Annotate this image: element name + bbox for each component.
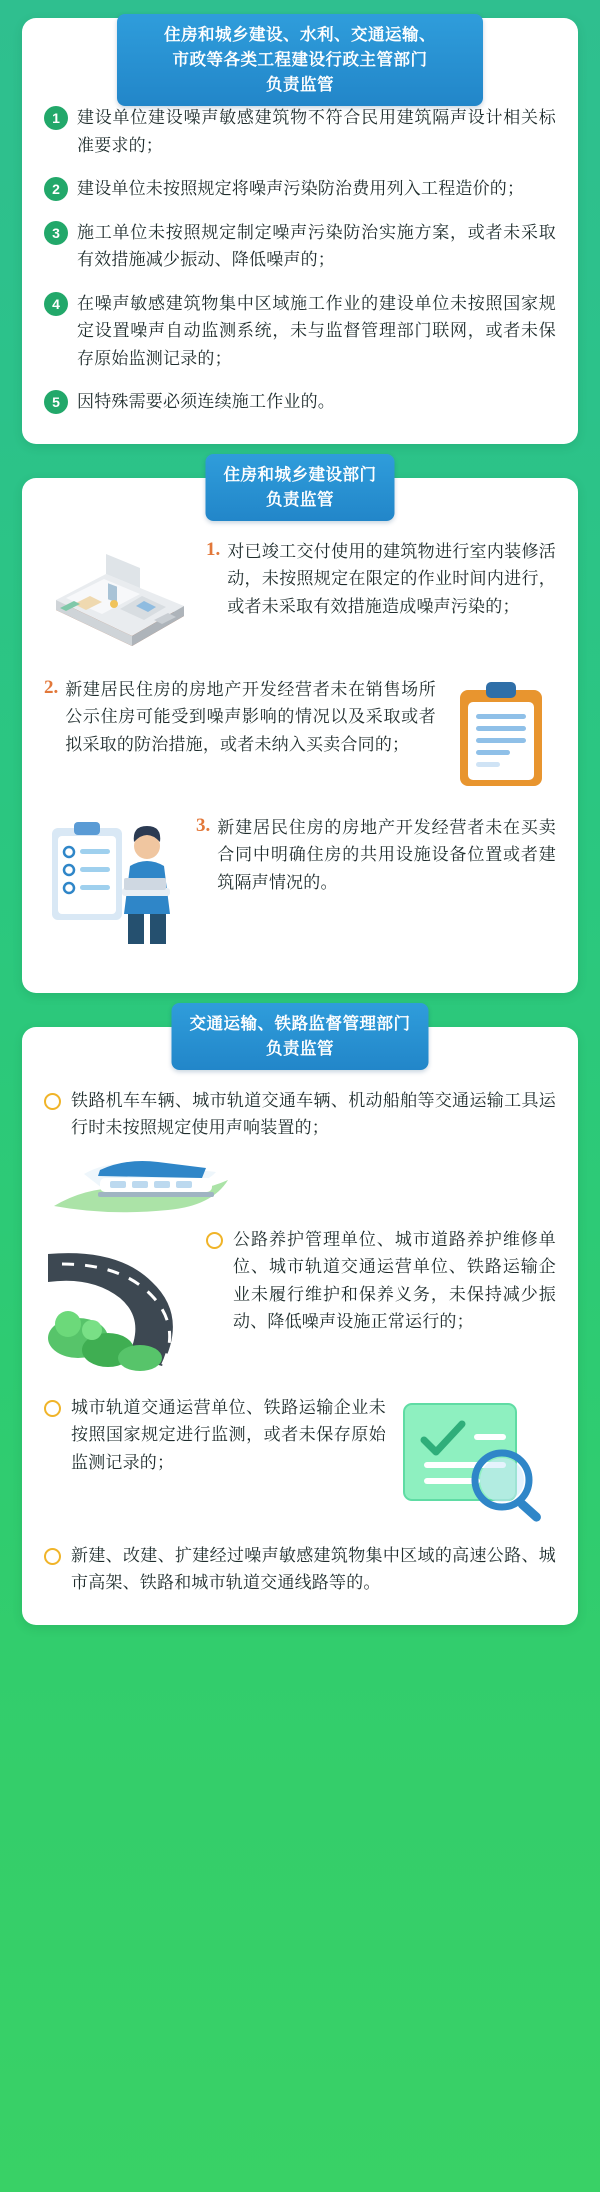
- section-1-banner-line2: 市政等各类工程建设行政主管部门: [172, 50, 428, 69]
- item-number: 4: [44, 292, 68, 316]
- item-number: 2.: [44, 676, 59, 698]
- item-text: 城市轨道交通运营单位、铁路运输企业未按照国家规定进行监测，或者未保存原始监测记录的；: [71, 1397, 386, 1472]
- item-number: 2: [44, 177, 68, 201]
- inspector-checklist-icon: [44, 814, 184, 949]
- section-3-banner-line1: 交通运输、铁路监督管理部门: [189, 1014, 411, 1033]
- list-item: [44, 1542, 556, 1597]
- list-item: [44, 676, 556, 796]
- item-body: [206, 1226, 556, 1336]
- item-number: 3.: [196, 814, 211, 836]
- road-curve-icon: [44, 1226, 194, 1376]
- item-body: [206, 538, 556, 621]
- item-text: 铁路机车车辆、城市轨道交通车辆、机动船舶等交通运输工具运行时未按照规定使用声响装置的；: [71, 1090, 556, 1138]
- list-item: [44, 1394, 556, 1524]
- section-1-banner-line1: 住房和城乡建设、水利、交通运输、: [164, 26, 436, 44]
- list-item: [44, 388, 556, 416]
- item-text: 公路养护管理单位、城市道路养护维修单位、城市轨道交通运营单位、铁路运输企业未履行维护和保养义务，未保持减少振动、降低噪声设施正常运行的；: [233, 1229, 556, 1332]
- ring-bullet: [44, 1093, 61, 1110]
- clipboard-icon: [446, 676, 556, 796]
- item-text: 对已竣工交付使用的建筑物进行室内装修活动，未按照规定在限定的作业时间内进行，或者未采取有效措施造成噪声污染的；: [227, 541, 556, 616]
- item-number: 1: [44, 106, 68, 130]
- item-text: 新建居民住房的房地产开发经营者未在销售场所公示住房可能受到噪声影响的情况以及采取或者拟采取的防治措施，或者未纳入买卖合同的；: [65, 679, 436, 754]
- item-text: 施工单位未按照规定制定噪声污染防治实施方案，或者未采取有效措施减少振动、降低噪声的；: [77, 222, 556, 270]
- train-icon: [44, 1152, 556, 1222]
- item-body: [44, 1394, 386, 1477]
- item-text: 在噪声敏感建筑物集中区域施工作业的建设单位未按照国家规定设置噪声自动监测系统，未与监督管理部门联网，或者未保存原始监测记录的；: [77, 293, 556, 368]
- section-transport-railway-authority: [22, 1014, 578, 1625]
- item-text: 建设单位建设噪声敏感建筑物不符合民用建筑隔声设计相关标准要求的；: [77, 108, 556, 155]
- ring-bullet: [44, 1548, 61, 1565]
- section-construction-authorities: [22, 0, 578, 444]
- item-number: 1.: [206, 538, 221, 560]
- item-number: 3: [44, 221, 68, 245]
- section-1-banner-line3: 负责监管: [266, 75, 334, 94]
- section-2-card: [22, 478, 578, 993]
- section-2-banner-line1: 住房和城乡建设部门: [223, 465, 377, 484]
- section-2-banner-line2: 负责监管: [266, 490, 334, 509]
- item-number: 5: [44, 390, 68, 414]
- room-interior-icon: [44, 538, 194, 658]
- list-item: [44, 1087, 556, 1142]
- list-item: [44, 175, 556, 203]
- list-item: [44, 1226, 556, 1376]
- list-item: [44, 104, 556, 159]
- section-2-banner: [206, 454, 395, 522]
- ring-bullet: [44, 1400, 61, 1417]
- section-3-card: [22, 1027, 578, 1625]
- section-3-banner: [172, 1003, 429, 1071]
- checklist-magnifier-icon: [396, 1394, 556, 1524]
- item-body: [196, 814, 556, 897]
- list-item: [44, 290, 556, 373]
- list-item: [44, 814, 556, 949]
- item-text: 建设单位未按照规定将噪声污染防治费用列入工程造价的；: [77, 179, 525, 199]
- item-text: 因特殊需要必须连续施工作业的。: [77, 392, 335, 412]
- list-item: [44, 219, 556, 274]
- ring-bullet: [206, 1232, 223, 1249]
- item-body: [44, 676, 436, 759]
- section-1-banner: [117, 14, 483, 106]
- section-housing-authority: [22, 465, 578, 993]
- section-3-banner-line2: 负责监管: [266, 1039, 334, 1058]
- list-item: [44, 538, 556, 658]
- item-text: 新建、改建、扩建经过噪声敏感建筑物集中区域的高速公路、城市高架、铁路和城市轨道交通线路等的。: [71, 1545, 556, 1593]
- item-text: 新建居民住房的房地产开发经营者未在买卖合同中明确住房的共用设施设备位置或者建筑隔声情况的。: [217, 817, 556, 892]
